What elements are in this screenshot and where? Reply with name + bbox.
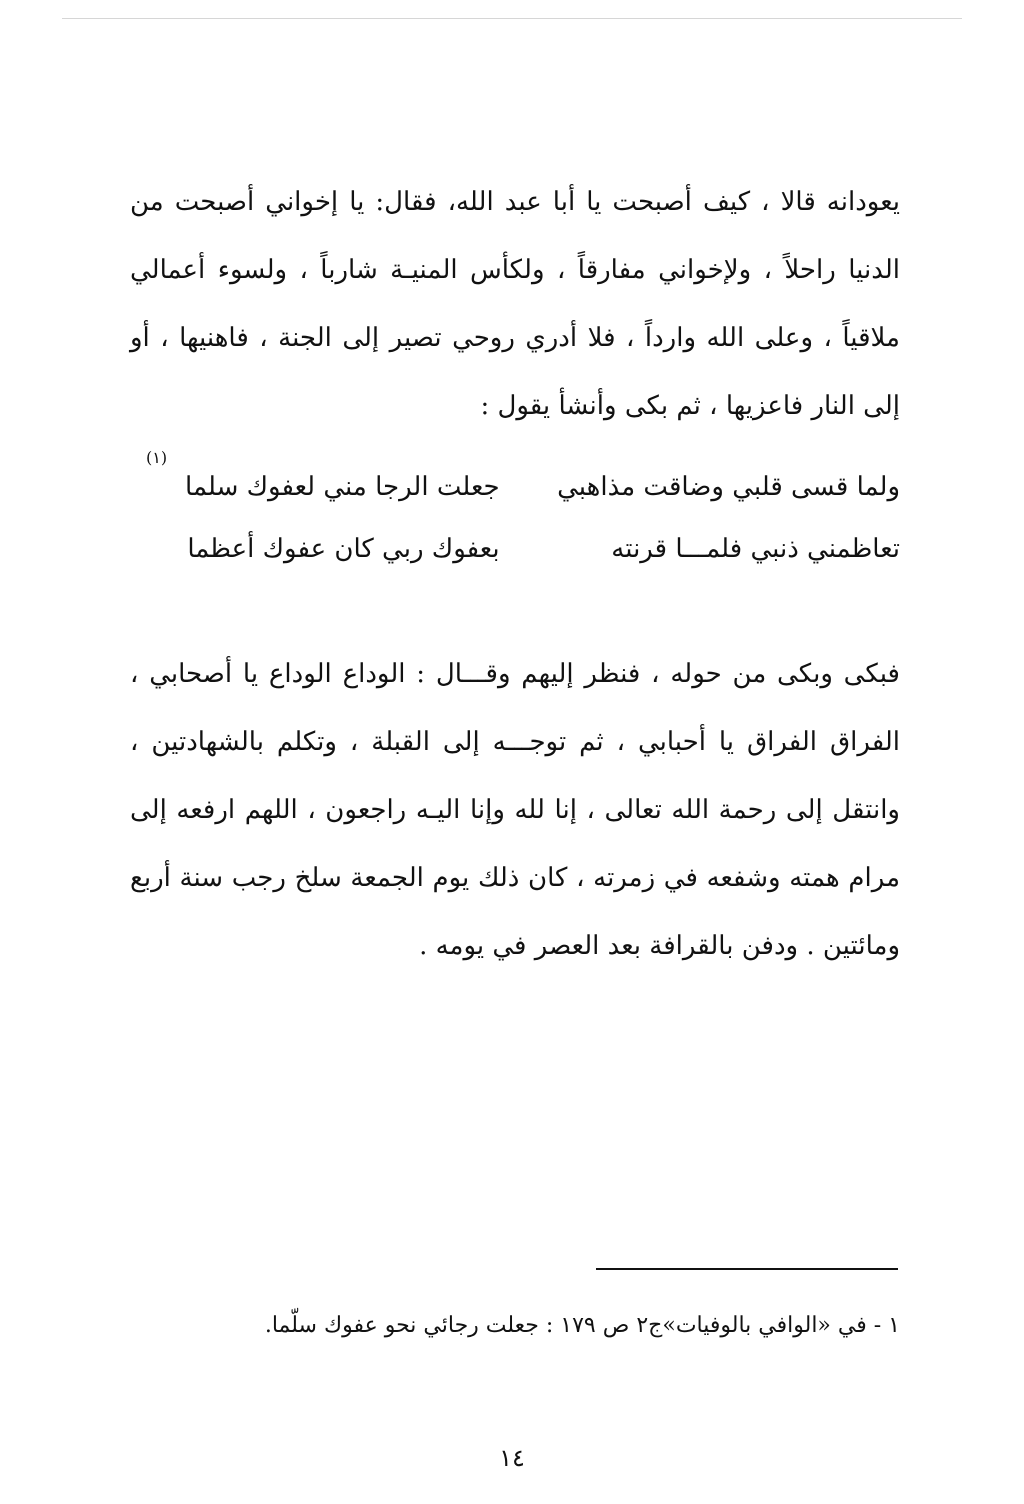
verse-2-first-hemistich: تعاظمني ذنبي فلمـــا قرنته [611, 534, 900, 564]
body-paragraph-1 [130, 168, 900, 440]
footnote: ١ - في «الوافي بالوفيات»ج٢ ص ١٧٩ : جعلت رجائي نحو عفوك سلّما. [264, 1313, 900, 1338]
verse-1-second-hemistich: جعلت الرجا مني لعفوك سلما [185, 472, 500, 502]
verse-1-first-hemistich: ولما قسى قلبي وضاقت مذاهبي [557, 472, 900, 502]
poem-verse-2 [130, 524, 900, 574]
poem-verse-1 [130, 462, 900, 512]
page-number: ١٤ [499, 1444, 525, 1472]
footnote-marker: (١) [146, 448, 168, 467]
paragraph-text: يعودانه قالا ، كيف أصبحت يا أبا عبد الله، فقال: يا إخواني أصبحت من الدنيا راحلاً ، ولإخواني مفارقاً ، ولكأس المنيـة شارباً ، ولسوء أعمالي ملاقياً ، وعلى الله وارداً ، فلا أدري روحي تصير إلى الجنة ، فاهنيها ، أو إلى النار فاعزيها ، ثم بكى وأنشأ يقول : [130, 187, 900, 421]
header-divider [62, 18, 962, 19]
verse-2-second-hemistich: بعفوك ربي كان عفوك أعظما [187, 534, 500, 564]
footnote-divider [596, 1268, 898, 1270]
body-paragraph-2 [130, 640, 900, 980]
paragraph-text: فبكى وبكى من حوله ، فنظر إليهم وقـــال : الوداع الوداع يا أصحابي ، الفراق الفراق يا أحبابي ، ثم توجـــه إلى القبلة ، وتكلم بالشهادتين ، وانتقل إلى رحمة الله تعالى ، إنا لله وإنا اليـه راجعون ، اللهم ارفعه إلى مرام همته وشفعه في زمرته ، كان ذلك يوم الجمعة سلخ رجب سنة أربع ومائتين . ودفن بالقرافة بعد العصر في يومه . [130, 659, 900, 961]
